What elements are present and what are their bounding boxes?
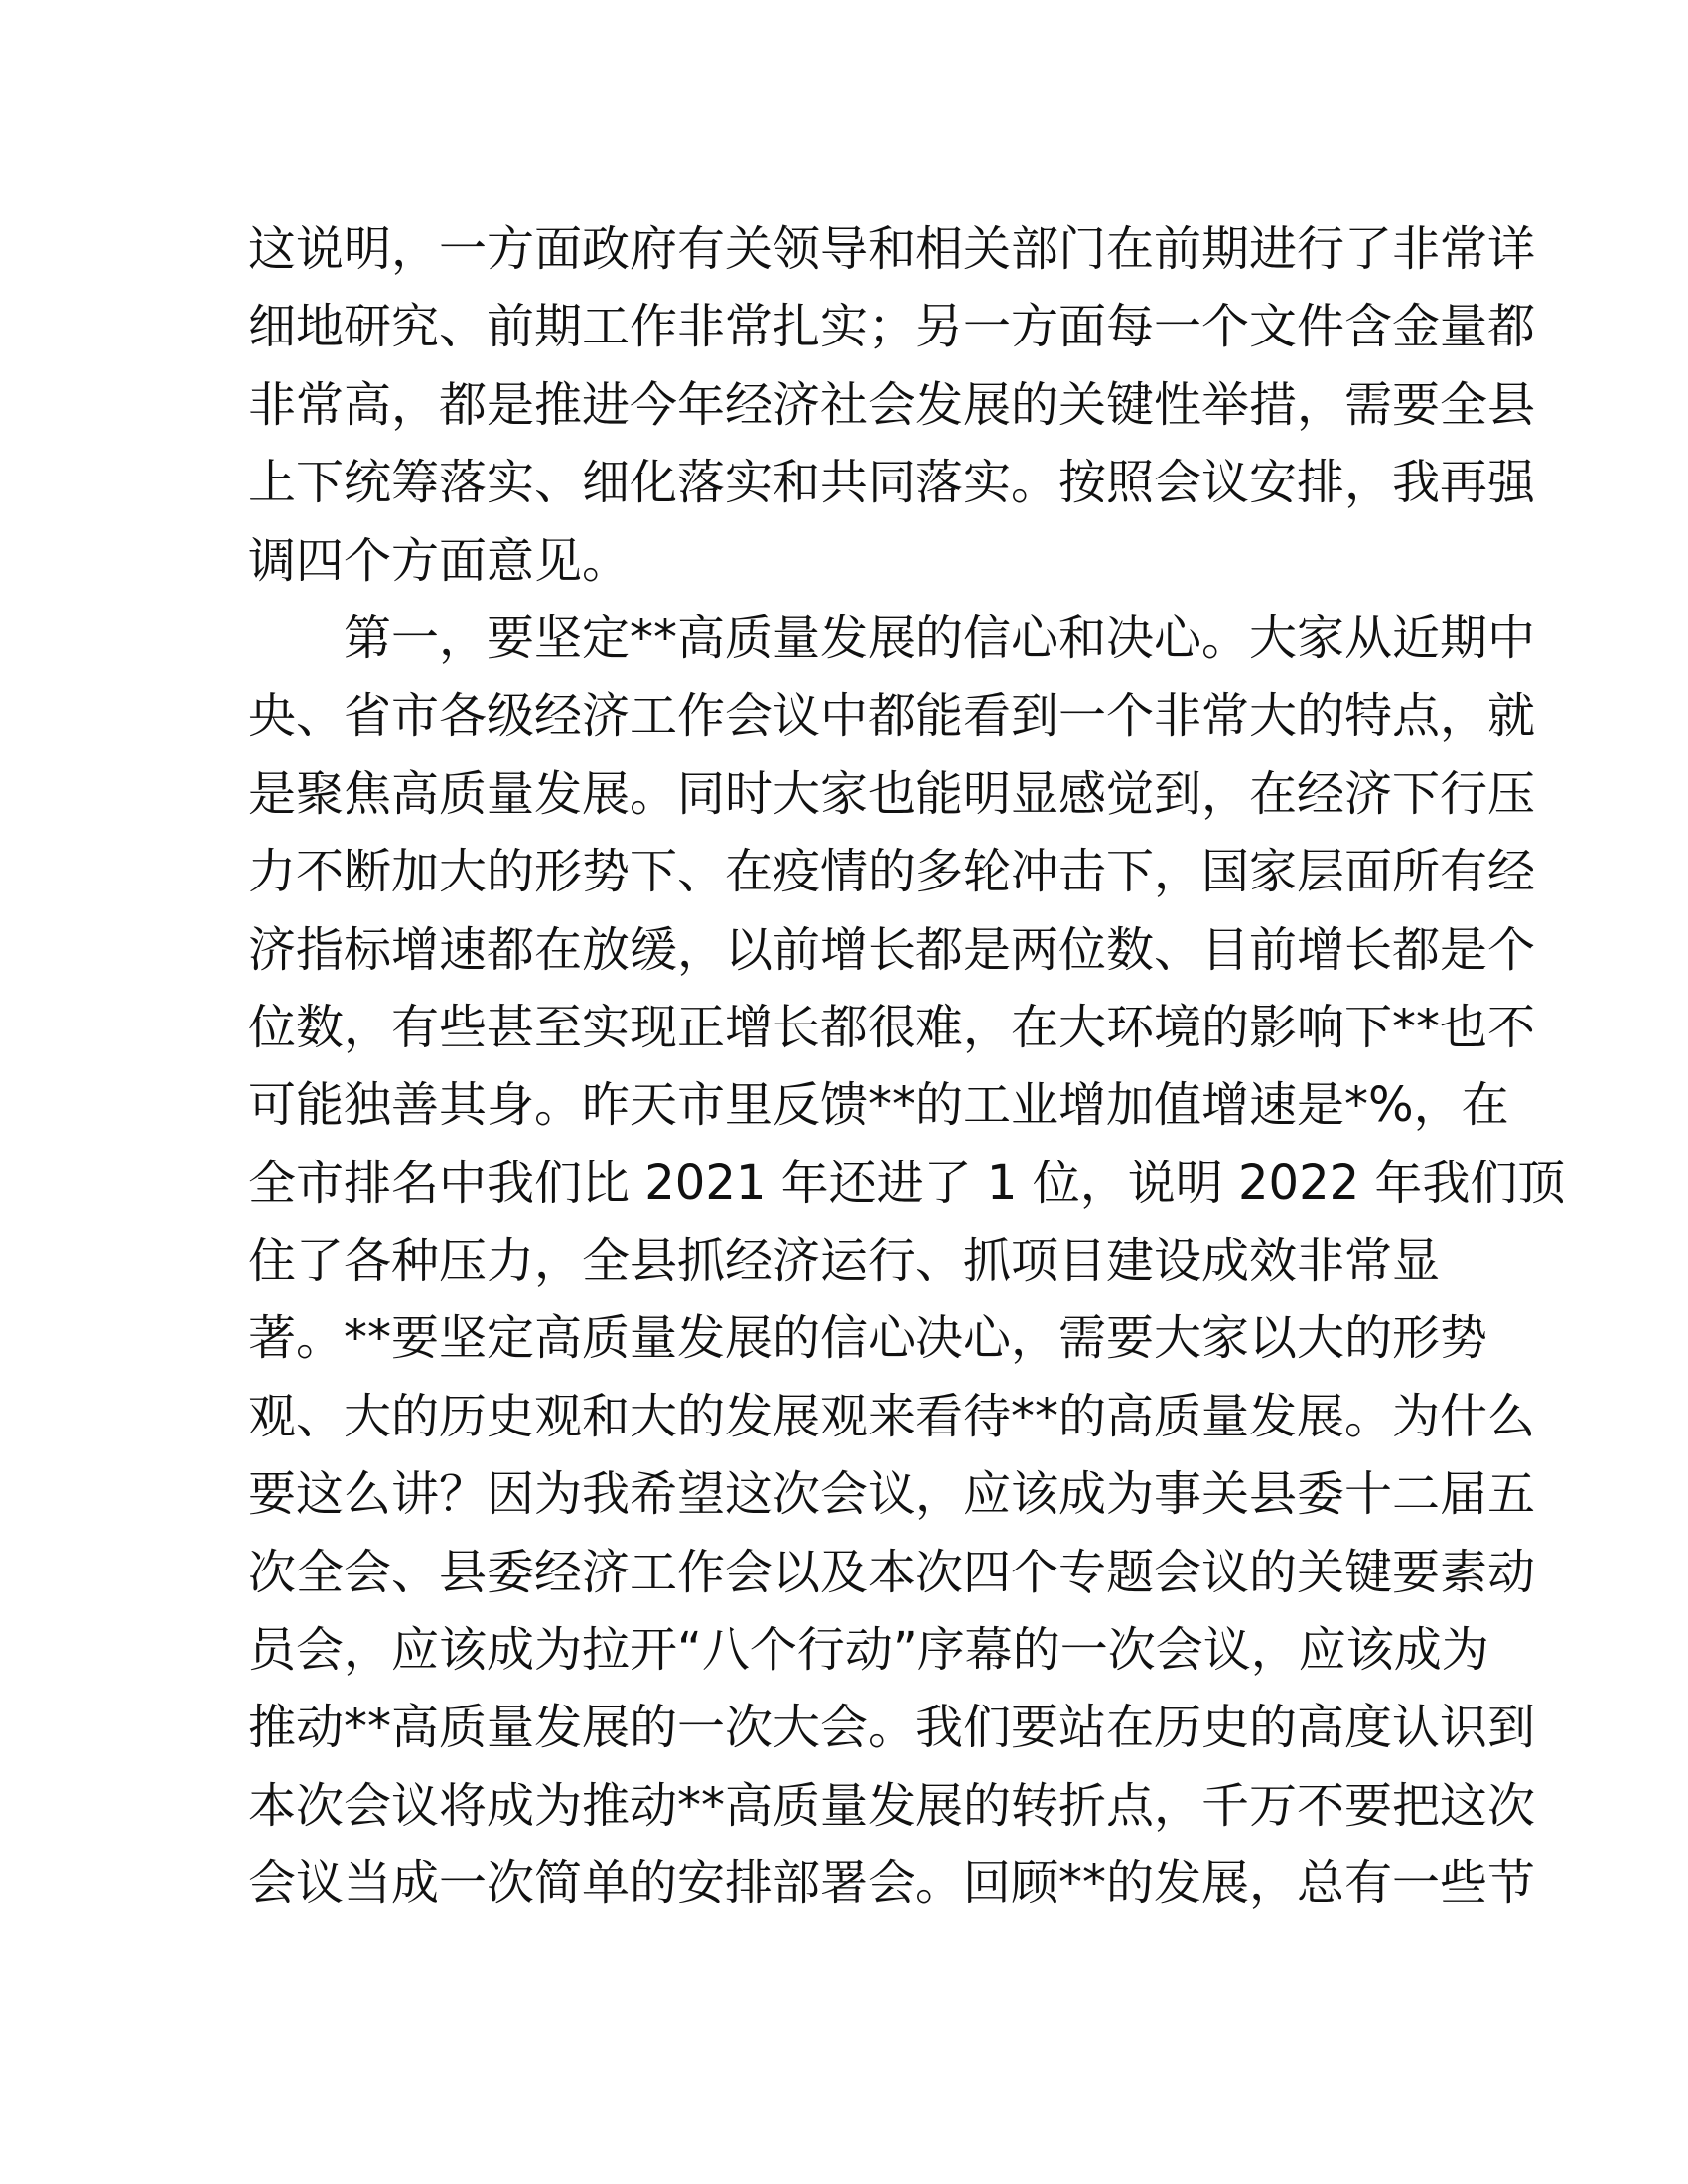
- text-line: 济指标增速都在放缓，以前增长都是两位数、目前增长都是个: [248, 921, 1536, 978]
- text-line: 推动**高质量发展的一次大会。我们要站在历史的高度认识到: [248, 1700, 1536, 1756]
- text-line: 次全会、县委经济工作会以及本次四个专题会议的关键要素动: [248, 1544, 1536, 1600]
- text-line: 调四个方面意见。: [248, 532, 631, 589]
- text-line: 上下统筹落实、细化落实和共同落实。按照会议安排，我再强: [248, 455, 1536, 511]
- text-line: 员会，应该成为拉开“八个行动”序幕的一次会议，应该成为: [248, 1622, 1489, 1679]
- text-line: 央、省市各级经济工作会议中都能看到一个非常大的特点，就: [248, 688, 1536, 745]
- text-line: 非常高，都是推进今年经济社会发展的关键性举措，需要全县: [248, 376, 1536, 433]
- text-line: 是聚焦高质量发展。同时大家也能明显感觉到，在经济下行压: [248, 765, 1536, 822]
- text-line: 细地研究、前期工作非常扎实；另一方面每一个文件含金量都: [248, 299, 1536, 355]
- text-line: 会议当成一次简单的安排部署会。回顾**的发展，总有一些节: [248, 1855, 1536, 1912]
- text-line: 住了各种压力，全县抓经济运行、抓项目建设成效非常显: [248, 1233, 1441, 1290]
- text-line: 第一，要坚定**高质量发展的信心和决心。大家从近期中: [344, 610, 1536, 666]
- text-line: 力不断加大的形势下、在疫情的多轮冲击下，国家层面所有经: [248, 844, 1536, 900]
- paragraph-2: [248, 600, 1566, 1923]
- text-line: 观、大的历史观和大的发展观来看待**的高质量发展。为什么: [248, 1388, 1536, 1444]
- body-text: [248, 210, 1566, 1923]
- text-line: 著。**要坚定高质量发展的信心决心，需要大家以大的形势: [248, 1310, 1488, 1367]
- text-line: 全市排名中我们比 2021 年还进了 1 位，说明 2022 年我们顶: [248, 1155, 1566, 1211]
- text-line: 可能独善其身。昨天市里反馈**的工业增加值增速是*%，在: [248, 1077, 1509, 1134]
- text-line: 位数，有些甚至实现正增长都很难，在大环境的影响下**也不: [248, 999, 1536, 1055]
- paragraph-1: [248, 210, 1536, 600]
- text-line: 这说明，一方面政府有关领导和相关部门在前期进行了非常详: [248, 221, 1536, 277]
- text-line: 要这么讲？因为我希望这次会议，应该成为事关县委十二届五: [248, 1466, 1536, 1523]
- text-line: 本次会议将成为推动**高质量发展的转折点，千万不要把这次: [248, 1777, 1536, 1834]
